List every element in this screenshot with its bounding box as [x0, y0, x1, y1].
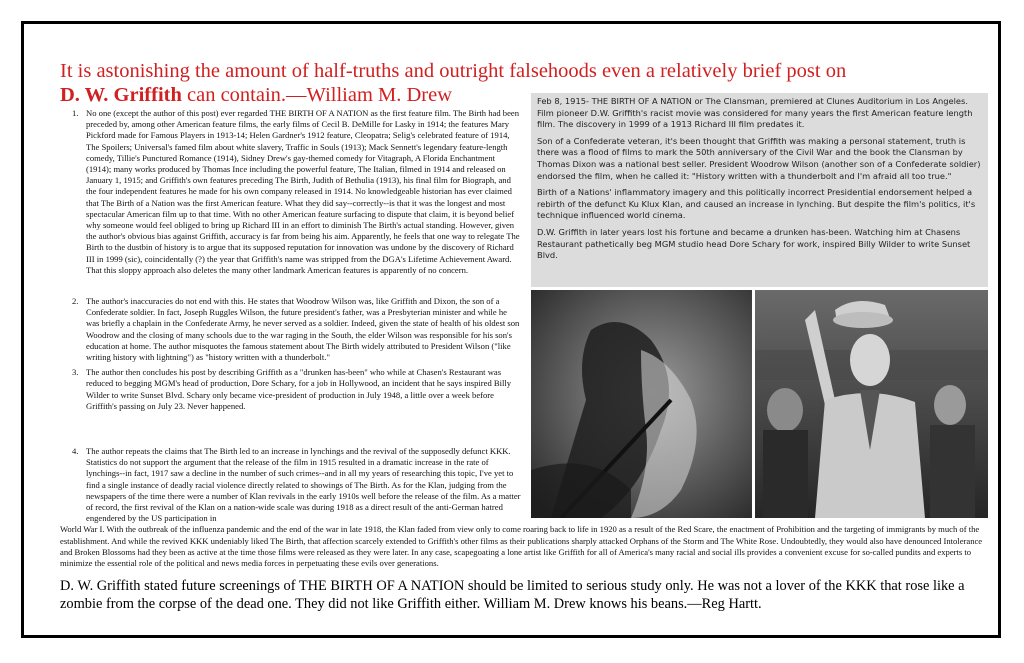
griffith-portrait-photo [755, 290, 988, 518]
photo-strip [531, 290, 988, 518]
item-number: 4. [72, 446, 79, 456]
item-text: No one (except the author of this post) ever regarded THE BIRTH OF A NATION as the first feature film. The Birth had been preceded by, among other American feature films, the early films of Cecil B. DeMille for Lasky in 1914; the features Mary Pickford made for Famous Players in 1913-14; Helen Gardner's 1912 feature, Cleopatra; Selig's celebrated feature of 1914, The Spoilers; Universal's famed film about white slavery, Traffic in Souls (1913); Mack Sennett's legendary feature-length comedy, Tillie's Punctured Romance (1914), Sidney Drew's gay-themed comedy for Vitagraph, A Florida Enchantment (1914); many works produced by Thomas Ince including the powerful feature, The Italian, filmed in 1914 and released on January 1, 1915; and Griffith's own features preceding The Birth, Judith of Bethulia (1913), his final film for Biograph, and the four independent features he made for his own company released in 1914. No knowledgeable historian has ever claimed that The Birth of a Nation was the first American feature. What they did say--correctly--is that it was the longest and most spectacular American film up to that time. With no other American feature surfacing to dispute that claim, it is beyond belief why someone would feel obliged to bring up Richard III in an effort to diminish The Birth's actual standing. However, given the author's obvious bias against Griffith, accuracy is far from being his aim. Apparently, he feels that one way to relegate The Birth to the dustbin of history is to argue that its supposed reputation for innovation was undone by the discovery of Richard III in 1999 (sic), coincidentally (?) the year that Griffith's name was stripped from the DGA's Lifetime Achievement Award. That this sloppy approach also deletes the many other landmark American features is apparently of no concern. [86, 108, 520, 275]
info-box [531, 93, 988, 287]
griffith-portrait-image [755, 290, 988, 518]
item-number: 3. [72, 367, 79, 378]
headline-attribution: can contain.—William M. Drew [181, 84, 453, 106]
item-text-full-width: World War I. With the outbreak of the influenza pandemic and the end of the war in late 1918, the Klan faded from view only to come roaring back to life in 1920 as a result of the Red Scare, the enactment of Prohibition and the targeting of immigrants by much of the establishment. And while the revived KKK undeniably liked The Birth, that affection scarcely extended to Griffith's other films as their publications sharply attacked Orphans of the Storm and The White Rose. Undoubtedly, they would also have denounced Intolerance and Broken Blossoms had they been as active at the time those films were released as they were later. In any case, scapegoating a lone artist like Griffith for all of America's many racial and social ills provides a convenient excuse for so-called pundits and experts to minimize the essential role of the political and news media forces in perpetuating these evils over generations. [60, 524, 983, 569]
item-number: 2. [72, 296, 79, 307]
film-still-image [531, 290, 752, 518]
list-item [60, 108, 522, 276]
footer-note: D. W. Griffith stated future screenings of THE BIRTH OF A NATION should be limited to serious study only. He was not a lover of the KKK that rose like a zombie from the corpse of the dead one. They did not like Griffith either. William M. Drew knows his beans.—Reg Hartt. [60, 578, 965, 612]
item-text: The author then concludes his post by describing Griffith as a "drunken has-been" who while at Chasen's Restaurant was reduced to begging MGM's head of production, Dore Schary, for a job in Hollywood, an incident that he says inspired Billy Wilder to write Sunset Blvd. Schary only became vice-president of production in July 1948, a little over a week before Griffith's passing on July 23. Never happened. [86, 367, 512, 411]
list-item [60, 296, 522, 363]
rebuttal-list [60, 108, 522, 412]
info-paragraph: Feb 8, 1915- THE BIRTH OF A NATION or The Clansman, premiered at Clunes Auditorium in Los Angeles. Film pioneer D.W. Griffith's racist movie was considered for many years the first American feature length film. The discovery in 1999 of a 1913 Richard III film predates it. [537, 96, 973, 130]
info-paragraph: Birth of a Nations' inflammatory imagery and this politically incorrect Presidential endorsement helped a rebirth of the defunct Ku Klux Klan, and caused an increase in lynching. But despite the film's politics, it's technique influenced world cinema. [537, 187, 976, 221]
item-number: 1. [72, 108, 79, 118]
headline-line1: It is astonishing the amount of half-truths and outright falsehoods even a relatively brief post on [60, 60, 847, 82]
item-text-column: The author repeats the claims that The Birth led to an increase in lynchings and the revival of the supposedly defunct KKK. Statistics do not support the argument that the release of the film in 1915 resulted in a dramatic increase in the rate of lynchings--in fact, 1917 saw a decline in the number of such crimes--and in all my years of researching this topic, I've yet to find a single instance of deadly racial violence directly related to showings of The Birth. As for the Klan, judging from the newspapers of the time there were a number of Klan revivals in the early 1910s well before the release of the film. As a matter of record, the first revival of the Klan on a nation-wide scale was during 1918 as a direct result of the anti-German hatred engendered by the US participation in [86, 446, 521, 524]
film-still-photo [531, 290, 752, 518]
info-paragraph: D.W. Griffith in later years lost his fortune and became a drunken has-been. Watching him at Chasens Restaurant pathetically beg MGM studio head Dore Schary for work, inspired Billy Wilder to write Sunset Blvd. [537, 226, 971, 261]
info-paragraph: Son of a Confederate veteran, it's been thought that Griffith was making a personal statement, truth is there was a flood of films to mark the 50th anniversary of the Civil War and the book the Clansman by Thomas Dixon was a national best seller. President Woodrow Wilson (another son of a Confederate soldier) endorsed the film, when he called it: "History written with a thunderbolt and I'm afraid all too true." [537, 135, 981, 181]
item-text: The author's inaccuracies do not end with this. He states that Woodrow Wilson was, like Griffith and Dixon, the son of a Confederate soldier. In fact, Joseph Ruggles Wilson, the future president's father, was a Presbyterian minister and while he was briefly a chaplain in the Confederate Army, he never served as a soldier. Indeed, given the state of health of his oldest son Woodrow and the closing of many schools due to the war raging in the South, the elder Wilson was responsible for his son's education at home. The author misquotes the famous statement about The Birth widely attributed to President Wilson ("like writing history with lightning") as "history written with a thunderbolt." [86, 296, 520, 363]
headline-name: D. W. Griffith [60, 84, 182, 106]
list-item [60, 367, 522, 412]
